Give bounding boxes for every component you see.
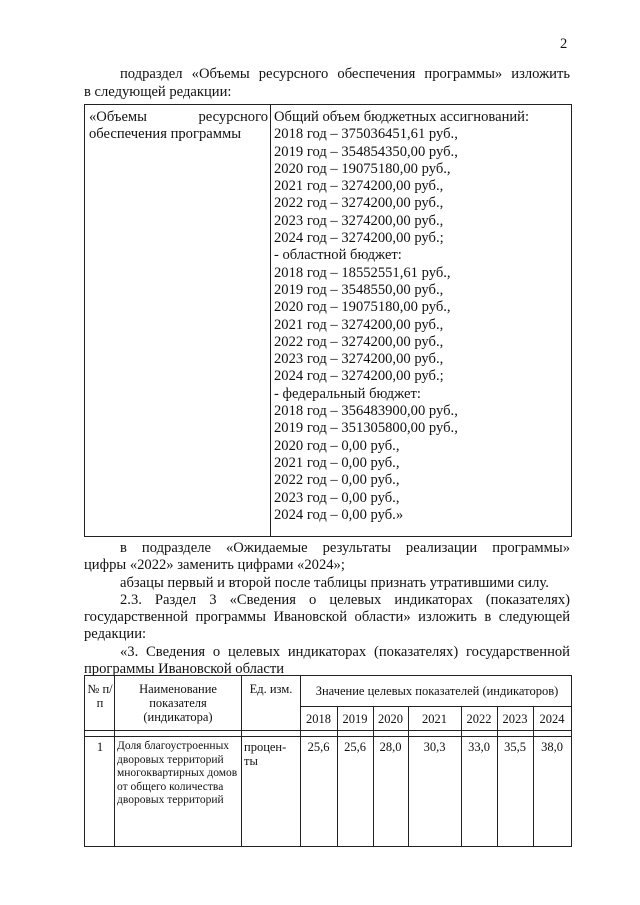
paragraph-3-line-3: редакции: <box>84 626 147 642</box>
resource-line: 2022 год – 0,00 руб., <box>274 472 400 489</box>
grid-line <box>533 706 534 846</box>
resource-list <box>274 109 569 524</box>
header-num: № п/п <box>87 682 113 710</box>
value-cell: 33,0 <box>468 740 490 754</box>
resource-line: - областной бюджет: <box>274 247 402 264</box>
resource-line: 2018 год – 375036451,61 руб., <box>274 126 458 143</box>
resource-line: 2021 год – 3274200,00 руб., <box>274 316 444 333</box>
grid-line <box>300 706 571 707</box>
header-values: Значение целевых показателей (индикаторов) <box>315 684 559 698</box>
page-number: 2 <box>560 36 568 52</box>
year-header: 2022 <box>466 712 492 726</box>
resource-line: 2024 год – 3274200,00 руб.; <box>274 368 444 385</box>
paragraph-1-line-2: цифры «2022» заменить цифрами «2024»; <box>84 557 345 573</box>
resource-label-line-1: «Объемы ресурсного <box>89 109 268 125</box>
resource-label-line-2: обеспечения программы <box>89 125 242 142</box>
paragraph-3-line-2: государственной программы Ивановской области» изложить в следующей <box>84 609 570 625</box>
resource-line: 2021 год – 0,00 руб., <box>274 454 400 471</box>
grid-line <box>461 706 462 846</box>
header-unit: Ед. изм. <box>249 682 293 696</box>
year-header: 2021 <box>422 712 447 726</box>
resource-line: 2022 год – 3274200,00 руб., <box>274 195 444 212</box>
value-cell: 25,6 <box>344 740 366 754</box>
paragraph-4-line-2: программы Ивановской области <box>84 661 285 677</box>
resource-line: 2023 год – 3274200,00 руб., <box>274 212 444 229</box>
year-header: 2024 <box>539 712 565 726</box>
resource-line: 2019 год – 354854350,00 руб., <box>274 143 458 160</box>
value-cell: 30,3 <box>423 740 446 754</box>
resource-label-cell <box>89 109 268 142</box>
resource-line: 2023 год – 3274200,00 руб., <box>274 351 444 368</box>
resource-line: 2019 год – 351305800,00 руб., <box>274 420 458 437</box>
row-name: Доля благоустроенных дворовых территорий многоквартирных домов от общего количества дворовых территорий <box>117 740 238 806</box>
row-unit: процен-ты <box>244 740 287 768</box>
resource-line: 2024 год – 0,00 руб.» <box>274 506 404 523</box>
resource-line: 2023 год – 0,00 руб., <box>274 489 400 506</box>
resource-line: Общий объем бюджетных ассигнований: <box>274 109 530 125</box>
year-header: 2023 <box>502 712 528 726</box>
resource-line: 2022 год – 3274200,00 руб., <box>274 333 444 350</box>
resource-line: 2020 год – 19075180,00 руб., <box>274 160 451 177</box>
indicator-table <box>84 675 572 847</box>
intro-line-1: подраздел «Объемы ресурсного обеспечения программы» изложить <box>120 66 570 82</box>
resource-line: 2018 год – 18552551,61 руб., <box>274 264 451 281</box>
value-cell: 35,5 <box>504 740 526 754</box>
grid-line <box>85 730 571 731</box>
grid-line <box>408 706 409 846</box>
resource-line: 2021 год – 3274200,00 руб., <box>274 178 444 195</box>
year-header: 2020 <box>378 712 403 726</box>
row-num: 1 <box>96 740 104 754</box>
resource-table-divider <box>270 105 271 536</box>
paragraph-2: абзацы первый и второй после таблицы признать утратившими силу. <box>120 575 549 591</box>
resource-line: 2019 год – 3548550,00 руб., <box>274 281 444 298</box>
resource-line: 2018 год – 356483900,00 руб., <box>274 403 458 420</box>
paragraph-3-line-1: 2.3. Раздел 3 «Сведения о целевых индикаторах (показателях) <box>120 592 570 608</box>
grid-line <box>241 676 242 846</box>
resource-line: 2020 год – 19075180,00 руб., <box>274 299 451 316</box>
year-header: 2019 <box>342 712 368 726</box>
grid-line <box>85 736 571 737</box>
resource-line: 2024 год – 3274200,00 руб.; <box>274 230 444 247</box>
value-cell: 38,0 <box>541 740 563 754</box>
resource-line: - федеральный бюджет: <box>274 385 421 402</box>
grid-line <box>373 706 374 846</box>
resource-table <box>84 104 572 537</box>
grid-line <box>337 706 338 846</box>
paragraph-1-line-1: в подразделе «Ожидаемые результаты реализации программы» <box>120 540 570 556</box>
value-cell: 28,0 <box>379 740 402 754</box>
grid-line <box>497 706 498 846</box>
grid-line <box>114 676 115 846</box>
header-name: Наименование показателя (индикатора) <box>139 682 217 724</box>
intro-line-2: в следующей редакции: <box>84 84 232 100</box>
paragraph-4-line-1: «3. Сведения о целевых индикаторах (показателях) государственной <box>120 644 570 660</box>
year-header: 2018 <box>306 712 331 726</box>
grid-line <box>300 676 301 846</box>
value-cell: 25,6 <box>307 740 330 754</box>
resource-line: 2020 год – 0,00 руб., <box>274 437 400 454</box>
